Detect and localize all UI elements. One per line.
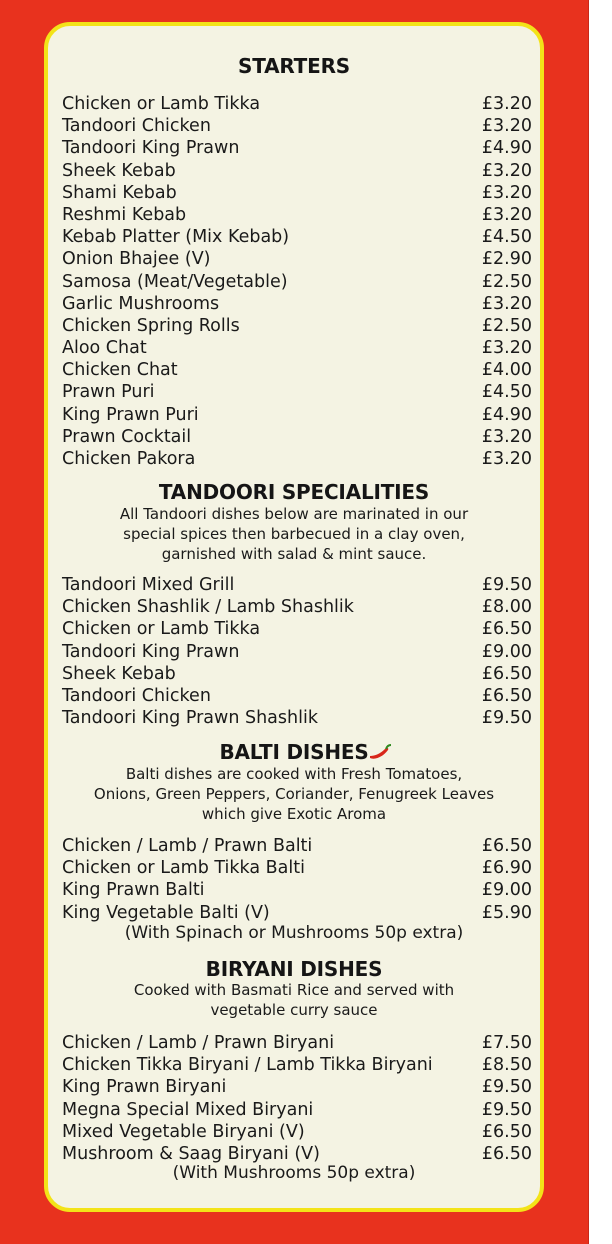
menu-item [62,448,532,470]
tandoori-description [48,504,540,564]
menu-item-price: £8.00 [481,597,532,618]
menu-item [62,879,532,901]
menu-item [62,182,532,204]
menu-item-price: £4.00 [481,360,532,381]
menu-item-price: £6.50 [481,663,532,684]
menu-item-price: £9.00 [481,880,532,901]
menu-item-name: Samosa (Meat/Vegetable) [62,271,288,292]
description-line: which give Exotic Aroma [201,805,387,823]
tandoori-list [62,574,532,729]
menu-item-name: Tandoori Chicken [62,116,211,137]
menu-item-name: Tandoori King Prawn [62,138,240,159]
menu-item [62,1076,532,1098]
menu-item [62,404,532,426]
menu-item-name: King Prawn Biryani [62,1077,227,1098]
menu-item-name: Chicken or Lamb Tikka [62,619,261,640]
menu-item [62,902,532,924]
menu-item-price: £5.90 [481,902,532,923]
menu-item-name: Chicken Tikka Biryani / Lamb Tikka Biryani [62,1055,433,1076]
menu-item-name: Chicken / Lamb / Prawn Biryani [62,1033,335,1053]
menu-item [62,137,532,159]
menu-item-name: Chicken / Lamb / Prawn Balti [62,836,313,856]
menu-item-price: £3.20 [481,182,532,203]
menu-item-name: Sheek Kebab [62,663,176,684]
menu-item-price: £4.50 [481,382,532,403]
menu-item-name: King Vegetable Balti (V) [62,902,270,923]
menu-item [62,359,532,381]
menu-item-name: Chicken or Lamb Tikka [62,94,261,114]
biryani-list [62,1032,532,1165]
menu-item [62,618,532,640]
menu-item-price: £6.50 [481,619,532,640]
description-line: garnished with salad & mint sauce. [161,545,427,563]
balti-note: (With Spinach or Mushrooms 50p extra) [124,923,464,943]
description-line: vegetable curry sauce [210,1001,378,1019]
menu-item [62,271,532,293]
menu-item-name: Mixed Vegetable Biryani (V) [62,1121,305,1142]
menu-item-price: £3.20 [481,116,532,137]
menu-item-price: £6.50 [481,1121,532,1142]
section-title-starters: STARTERS [238,54,350,78]
menu-item-name: Chicken Spring Rolls [62,315,240,336]
menu-item-price: £2.50 [481,271,532,292]
menu-item-price: £6.50 [481,685,532,706]
menu-item-price: £3.20 [481,204,532,225]
menu-item [62,1121,532,1143]
starters-list [62,93,532,470]
section-title-biryani: BIRYANI DISHES [205,957,383,981]
menu-item-price: £3.20 [481,94,532,114]
menu-item-name: Kebab Platter (Mix Kebab) [62,227,290,248]
menu-item [62,707,532,729]
menu-item-name: King Prawn Balti [62,880,205,901]
menu-item [62,426,532,448]
menu-item-price: £4.50 [481,227,532,248]
menu-item-price: £3.20 [481,338,532,359]
menu-item-name: Mushroom & Saag Biryani (V) [62,1143,320,1164]
menu-item-price: £3.20 [481,426,532,447]
menu-item-name: King Prawn Puri [62,404,199,425]
menu-item-name: Prawn Cocktail [62,426,192,447]
menu-item [62,857,532,879]
menu-item-price: £9.00 [481,641,532,662]
menu-item-name: Prawn Puri [62,382,155,403]
menu-item-name: Tandoori Chicken [62,685,211,706]
menu-item-name: Tandoori King Prawn [62,641,240,662]
biryani-note: (With Mushrooms 50p extra) [172,1163,416,1183]
menu-item-price: £6.90 [481,858,532,879]
menu-item-price: £9.50 [481,1099,532,1120]
menu-item [62,337,532,359]
menu-item-name: Chicken Shashlik / Lamb Shashlik [62,597,354,618]
menu-item [62,160,532,182]
description-line: Balti dishes are cooked with Fresh Tomatoes, [125,765,463,783]
menu-item-price: £6.50 [481,836,532,856]
menu-item [62,685,532,707]
description-line: special spices then barbecued in a clay oven, [123,525,465,543]
menu-item-price: £7.50 [481,1033,532,1053]
menu-panel [44,22,544,1212]
menu-item [62,641,532,663]
description-line: All Tandoori dishes below are marinated in our [119,505,469,523]
menu-item-price: £3.20 [481,160,532,181]
menu-item [62,381,532,403]
menu-item-price: £4.90 [481,404,532,425]
menu-item-price: £9.50 [481,575,532,595]
menu-item-name: Chicken or Lamb Tikka Balti [62,858,305,879]
menu-item-price: £9.50 [481,1077,532,1098]
menu-item-price: £2.50 [481,315,532,336]
menu-item [62,204,532,226]
menu-item-name: Tandoori Mixed Grill [62,575,235,595]
balti-title-text: BALTI DISHES [219,740,369,764]
menu-item [62,293,532,315]
biryani-description [48,980,540,1020]
menu-item-name: Garlic Mushrooms [62,293,220,314]
menu-item [62,226,532,248]
menu-item [62,315,532,337]
chili-pepper-icon [368,742,392,762]
menu-item [62,1054,532,1076]
menu-item [62,1032,532,1054]
menu-item [62,115,532,137]
menu-item-name: Megna Special Mixed Biryani [62,1099,314,1120]
menu-item-price: £3.20 [481,293,532,314]
menu-item-price: £6.50 [481,1143,532,1164]
menu-item [62,835,532,857]
menu-item-price: £8.50 [481,1055,532,1076]
menu-item-name: Reshmi Kebab [62,204,187,225]
menu-item [62,663,532,685]
menu-item-name: Aloo Chat [62,338,147,359]
menu-item-name: Shami Kebab [62,182,177,203]
description-line: Cooked with Basmati Rice and served with [133,981,455,999]
section-title-balti [48,740,540,764]
menu-item [62,1099,532,1121]
menu-item-name: Tandoori King Prawn Shashlik [62,708,318,729]
menu-item-price: £2.90 [481,249,532,270]
section-title-tandoori: TANDOORI SPECIALITIES [158,480,430,504]
balti-description [48,764,540,824]
balti-list [62,835,532,924]
menu-item [62,248,532,270]
menu-item [62,574,532,596]
menu-item-price: £3.20 [481,449,532,469]
menu-item-price: £4.90 [481,138,532,159]
menu-item-price: £9.50 [481,708,532,729]
menu-item-name: Onion Bhajee (V) [62,249,211,270]
menu-item [62,1143,532,1165]
menu-item-name: Chicken Pakora [62,449,196,469]
menu-item-name: Chicken Chat [62,360,178,381]
description-line: Onions, Green Peppers, Coriander, Fenugreek Leaves [93,785,495,803]
menu-item [62,596,532,618]
menu-item [62,93,532,115]
menu-item-name: Sheek Kebab [62,160,176,181]
